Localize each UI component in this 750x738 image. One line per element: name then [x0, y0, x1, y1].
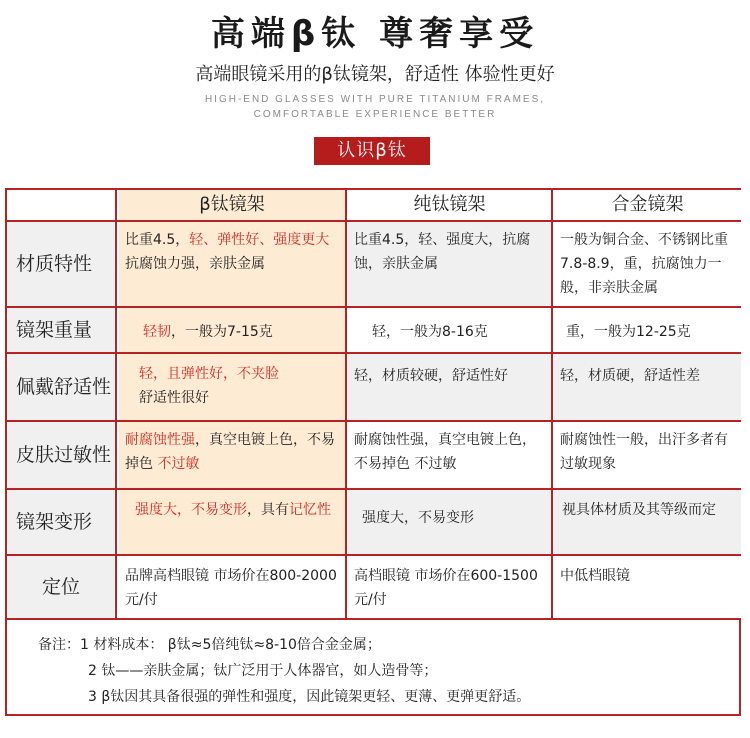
- english-tagline-2: COMFORTABLE EXPERIENCE BETTER: [253, 109, 497, 120]
- beta-weight-text: ，一般为7-15克: [171, 324, 273, 340]
- beta-material-cell: [119, 222, 345, 306]
- english-tagline-1: HIGH-END GLASSES WITH PURE TITANIUM FRAMES,: [204, 94, 546, 105]
- beta-material-text: 比重4.5，: [125, 232, 190, 248]
- beta-deformation-highlight-2: 记忆性: [289, 502, 331, 518]
- table-divider: [7, 618, 739, 620]
- beta-allergy-highlight: 耐腐蚀性强: [125, 432, 195, 448]
- alloy-weight-cell: 重，一般为12-25克: [554, 308, 741, 352]
- pure-comfort-cell: 轻，材质较硬，舒适性好: [348, 354, 551, 420]
- notes-section: [38, 632, 530, 710]
- beta-allergy-text: ，真空电镀上色，不易掉色: [125, 432, 335, 472]
- pure-weight-cell: 轻，一般为8-16克: [348, 308, 551, 352]
- column-header-alloy: 合金镜架: [554, 190, 741, 220]
- note-line-1: 备注：1 材料成本： β钛≈5倍纯钛≈8-10倍合金金属；: [38, 637, 381, 653]
- beta-material-highlight: 轻、弹性好、强度更大: [189, 232, 330, 248]
- note-line-2: 2 钛——亲肤金属；钛广泛用于人体器官，如人造骨等；: [88, 663, 438, 679]
- alloy-positioning-cell: 中低档眼镜: [554, 556, 741, 618]
- page-subtitle: 高端眼镜采用的β钛镜架，舒适性 体验性更好: [195, 64, 555, 85]
- table-column-divider: [115, 190, 117, 618]
- pure-allergy-cell: 耐腐蚀性强，真空电镀上色，不易掉色 不过敏: [348, 422, 551, 488]
- column-header-pure-titanium: 纯钛镜架: [348, 190, 551, 220]
- beta-positioning-cell: 品牌高档眼镜 市场价在800-2000元/付: [119, 556, 345, 618]
- table-column-divider: [345, 190, 347, 618]
- pure-material-cell: 比重4.5，轻、强度大，抗腐蚀，亲肤金属: [348, 222, 551, 306]
- alloy-allergy-cell: 耐腐蚀性一般，出汗多者有过敏现象: [554, 422, 741, 488]
- beta-allergy-cell: [119, 422, 345, 488]
- row-label-positioning: 定位: [8, 556, 114, 618]
- row-label-material: 材质特性: [8, 222, 114, 306]
- alloy-comfort-cell: 轻，材质硬，舒适性差: [554, 354, 741, 420]
- beta-deformation-text: ，具有: [247, 502, 289, 518]
- section-badge: 认识β钛: [314, 137, 430, 165]
- beta-deformation-cell: [119, 490, 345, 554]
- beta-comfort-highlight: 轻，且弹性好，不夹脸: [139, 366, 279, 382]
- row-label-comfort: 佩戴舒适性: [8, 354, 114, 420]
- column-header-beta-titanium: β钛镜架: [119, 190, 345, 220]
- beta-comfort-text: 舒适性很好: [139, 390, 209, 406]
- row-label-deformation: 镜架变形: [8, 490, 114, 554]
- beta-weight-highlight: 轻韧: [143, 324, 171, 340]
- pure-deformation-cell: 强度大，不易变形: [348, 490, 551, 554]
- beta-deformation-highlight: 强度大，不易变形: [135, 502, 247, 518]
- beta-comfort-cell: [119, 354, 345, 420]
- header-blank-cell: [8, 190, 114, 220]
- note-line-3: 3 β钛因其具备很强的弹性和强度，因此镜架更轻、更薄、更弹更舒适。: [88, 689, 531, 705]
- row-label-allergy: 皮肤过敏性: [8, 422, 114, 488]
- pure-positioning-cell: 高档眼镜 市场价在600-1500元/付: [348, 556, 551, 618]
- alloy-material-cell: 一般为铜合金、不锈钢比重7.8-8.9，重，抗腐蚀力一般，非亲肤金属: [554, 222, 741, 306]
- row-label-weight: 镜架重量: [8, 308, 114, 352]
- alloy-deformation-cell: 视具体材质及其等级而定: [554, 490, 741, 554]
- beta-weight-cell: [119, 308, 345, 352]
- page-title: 高端β钛 尊奢享受: [210, 14, 540, 54]
- beta-allergy-highlight-2: 不过敏: [157, 456, 200, 472]
- table-column-divider: [551, 190, 553, 618]
- beta-material-text-2: 抗腐蚀力强，亲肤金属: [125, 256, 265, 272]
